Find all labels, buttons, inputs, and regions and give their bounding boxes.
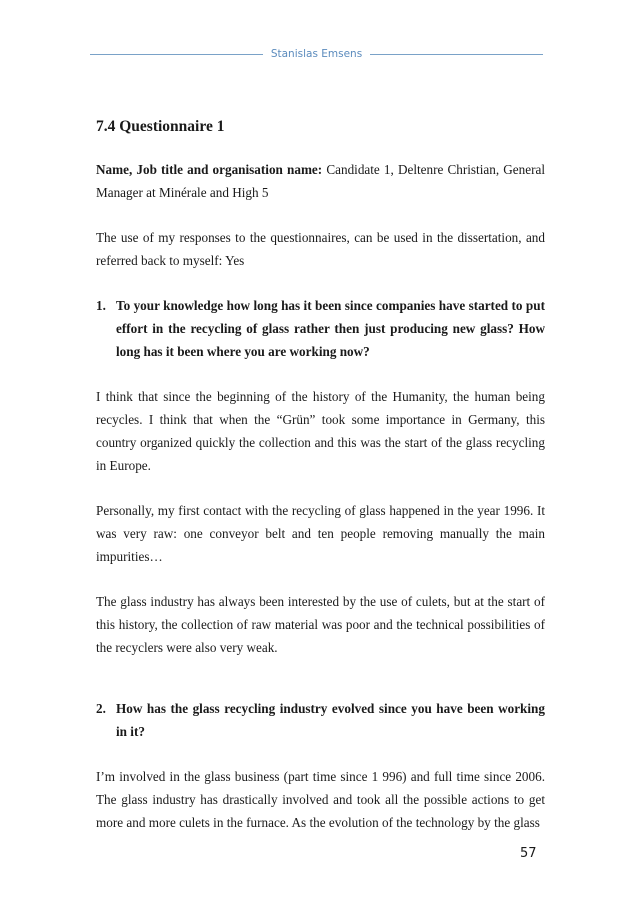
respondent-paragraph xyxy=(96,158,545,204)
section-title: 7.4 Questionnaire 1 xyxy=(96,118,225,135)
answer-2-paragraph-1: I’m involved in the glass business (part time since 1 996) and full time since 2006. The glass industry has drastically involved and took all the possible actions to get more and more culets in the furnace. As the evolution of the technology by the glass xyxy=(96,769,545,830)
answer-1-paragraph-2: Personally, my first contact with the recycling of glass happened in the year 1996. It was very raw: one conveyor belt and ten people removing manually the main impurities… xyxy=(96,503,545,564)
question-2 xyxy=(96,697,545,743)
page-number: 57 xyxy=(520,846,537,861)
question-1-text: To your knowledge how long has it been since companies have started to put effort in the recycling of glass rather then just producing new glass? How long has it been where you are working now? xyxy=(116,298,545,359)
header-rule-right xyxy=(370,54,543,55)
respondent-value: Candidate 1, Deltenre Christian, General Manager at Minérale and High 5 xyxy=(96,162,545,200)
spacer xyxy=(96,681,545,697)
consent-paragraph: The use of my responses to the questionnaires, can be used in the dissertation, and referred back to myself: Yes xyxy=(96,230,545,268)
answer-1-paragraph-3: The glass industry has always been interested by the use of culets, but at the start of this history, the collection of raw material was poor and the technical possibilities of the recyclers were also very weak. xyxy=(96,594,545,655)
question-1 xyxy=(96,294,545,363)
answer-1-paragraph-1: I think that since the beginning of the history of the Humanity, the human being recycles. I think that when the “Grün” took some importance in Germany, this country organized quickly the collection and this was the start of the glass recycling in Europe. xyxy=(96,389,545,473)
respondent-label: Name, Job title and organisation name: xyxy=(96,162,323,177)
question-2-number: 2. xyxy=(96,701,106,716)
page-header xyxy=(90,46,543,62)
question-2-text: How has the glass recycling industry evolved since you have been working in it? xyxy=(116,701,545,739)
question-1-number: 1. xyxy=(96,298,106,313)
header-rule-left xyxy=(90,54,263,55)
page-content xyxy=(96,116,545,856)
header-author: Stanislas Emsens xyxy=(270,48,363,60)
